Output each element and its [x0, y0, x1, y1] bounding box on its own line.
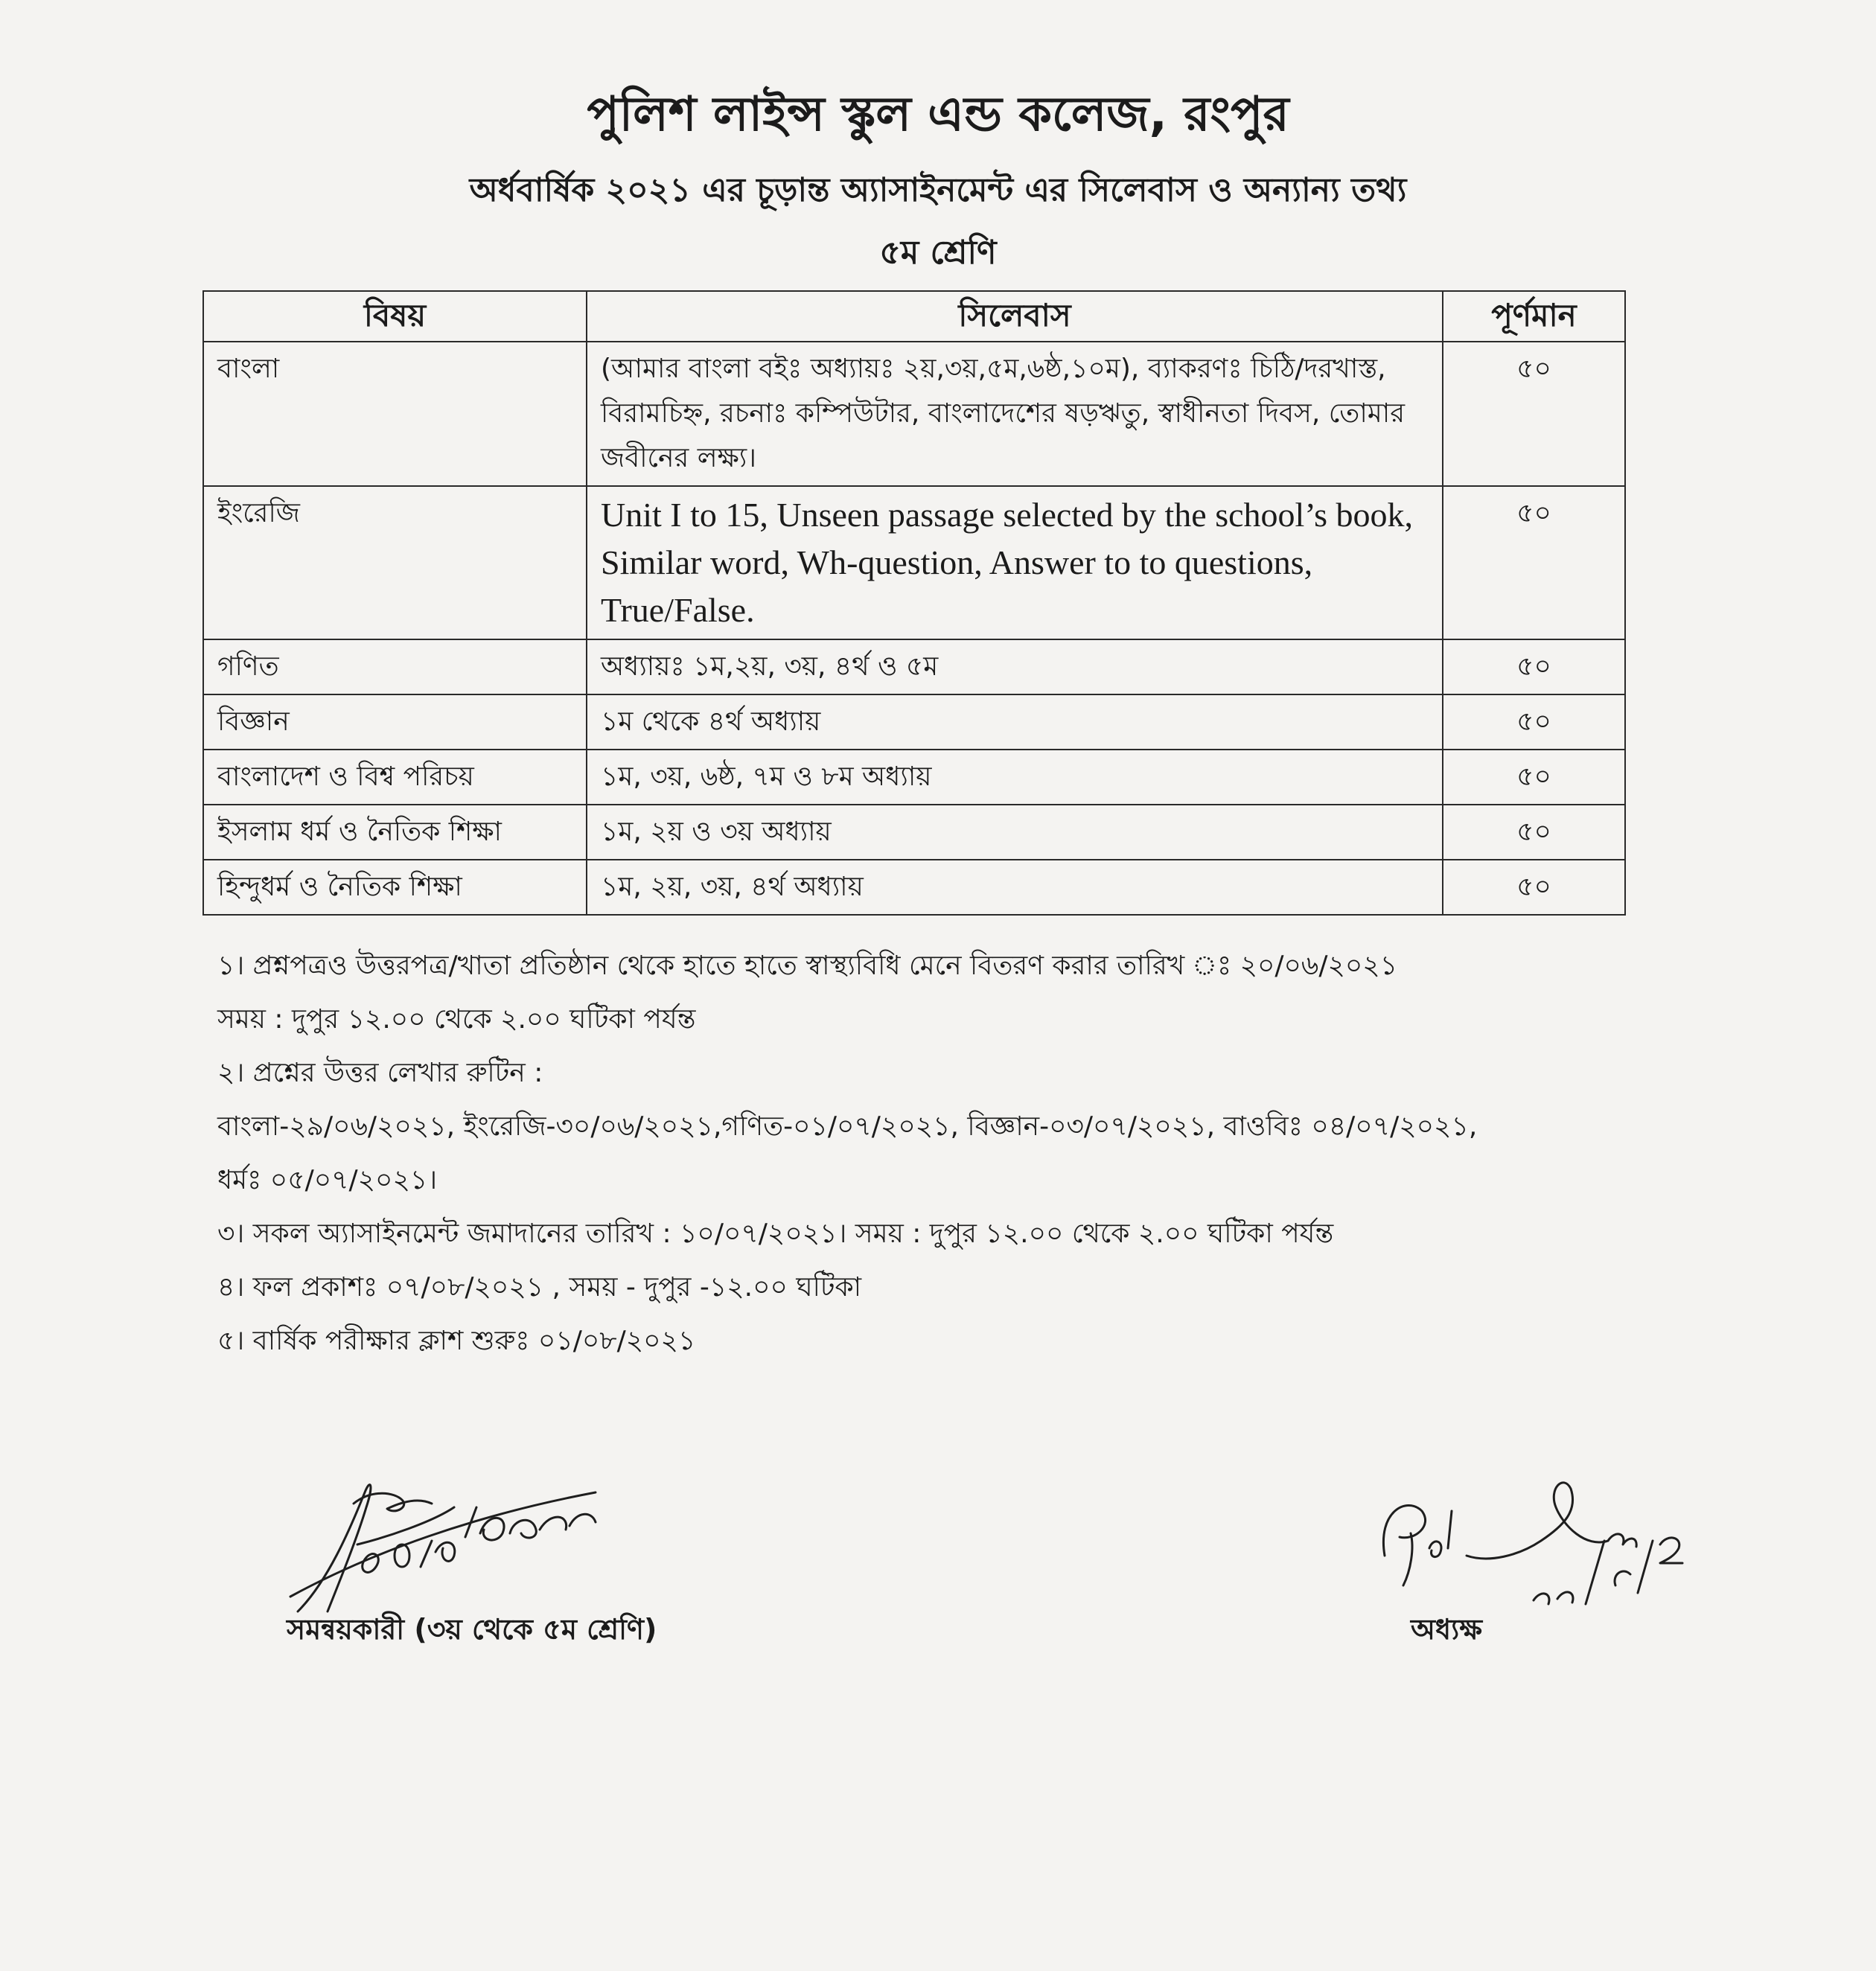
notes-section: [217, 939, 1706, 1368]
note-line: বাংলা-২৯/০৬/২০২১, ইংরেজি-৩০/০৬/২০২১,গণিত-০১/০৭/২০২১, বিজ্ঞান-০৩/০৭/২০২১, বাওবিঃ ০৪/০৭/২০২১,: [217, 1111, 1478, 1142]
syllabus-cell: অধ্যায়ঃ ১ম,২য়, ৩য়, ৪র্থ ও ৫ম: [587, 639, 1443, 694]
subject-cell: গণিত: [203, 639, 587, 694]
note-line: ধর্মঃ ০৫/০৭/২০২১।: [217, 1165, 438, 1195]
marks-cell: ৫০: [1443, 805, 1625, 860]
principal-label: অধ্যক্ষ: [1411, 1613, 1483, 1646]
subject-cell: বাংলা: [203, 342, 587, 486]
marks-cell: ৫০: [1443, 342, 1625, 486]
note-line: ২। প্রশ্নের উত্তর লেখার রুটিন :: [217, 1058, 543, 1088]
note-line: সময় : দুপুর ১২.০০ থেকে ২.০০ ঘটিকা পর্যন্ত: [217, 1004, 696, 1035]
header-syllabus: সিলেবাস: [587, 291, 1443, 342]
class-label: ৫ম শ্রেণি: [879, 234, 997, 272]
table-row: [203, 486, 1625, 639]
subject-cell: ইংরেজি: [203, 486, 587, 639]
marks-cell: ৫০: [1443, 750, 1625, 805]
marks-cell: ৫০: [1443, 639, 1625, 694]
table-row: [203, 342, 1625, 486]
table-header-row: [203, 291, 1625, 342]
table-row: [203, 639, 1625, 694]
subject-cell: ইসলাম ধর্ম ও নৈতিক শিক্ষা: [203, 805, 587, 860]
syllabus-cell: Unit I to 15, Unseen passage selected by the school’s book, Similar word, Wh-question, Answer to to questions, True/False.: [587, 486, 1443, 639]
table-row: [203, 860, 1625, 915]
syllabus-cell: (আমার বাংলা বইঃ অধ্যায়ঃ ২য়,৩য়,৫ম,৬ষ্ঠ,১০ম), ব্যাকরণঃ চিঠি/দরখাস্ত, বিরামচিহ্ন, রচনাঃ কম্পিউটার, বাংলাদেশের ষড়ঋতু, স্বাধীনতা দিবস, তোমার জবীনের লক্ষ্য।: [587, 342, 1443, 486]
note-line: ১। প্রশ্নপত্রও উত্তরপত্র/খাতা প্রতিষ্ঠান থেকে হাতে হাতে স্বাস্থ্যবিধি মেনে বিতরণ করার তারিখ ঃ ২০/০৬/২০২১: [217, 951, 1398, 981]
subject-cell: বাংলাদেশ ও বিশ্ব পরিচয়: [203, 750, 587, 805]
principal-signature: [1362, 1466, 1705, 1630]
table-row: [203, 750, 1625, 805]
syllabus-cell: ১ম থেকে ৪র্থ অধ্যায়: [587, 694, 1443, 750]
syllabus-table: [202, 290, 1626, 916]
syllabus-cell: ১ম, ২য়, ৩য়, ৪র্থ অধ্যায়: [587, 860, 1443, 915]
note-line: ৫। বার্ষিক পরীক্ষার ক্লাশ শুরুঃ ০১/০৮/২০২১: [217, 1326, 696, 1356]
subject-cell: হিন্দুধর্ম ও নৈতিক শিক্ষা: [203, 860, 587, 915]
document-subtitle: অর্ধবার্ষিক ২০২১ এর চূড়ান্ত অ্যাসাইনমেন্ট এর সিলেবাস ও অন্যান্য তথ্য: [469, 171, 1407, 209]
header-marks: পূর্ণমান: [1443, 291, 1625, 342]
note-line: ৪। ফল প্রকাশঃ ০৭/০৮/২০২১ , সময় - দুপুর -১২.০০ ঘটিকা: [217, 1272, 862, 1303]
marks-cell: ৫০: [1443, 694, 1625, 750]
school-name: পুলিশ লাইন্স স্কুল এন্ড কলেজ, রংপুর: [587, 87, 1289, 142]
syllabus-cell: ১ম, ২য় ও ৩য় অধ্যায়: [587, 805, 1443, 860]
marks-cell: ৫০: [1443, 486, 1625, 639]
coordinator-label: সমন্বয়কারী (৩য় থেকে ৫ম শ্রেণি): [287, 1613, 657, 1646]
table-row: [203, 805, 1625, 860]
header-subject: বিষয়: [203, 291, 587, 342]
subject-cell: বিজ্ঞান: [203, 694, 587, 750]
marks-cell: ৫০: [1443, 860, 1625, 915]
table-row: [203, 694, 1625, 750]
note-line: ৩। সকল অ্যাসাইনমেন্ট জমাদানের তারিখ : ১০/০৭/২০২১। সময় : দুপুর ১২.০০ থেকে ২.০০ ঘটিকা পর্যন্ত: [217, 1218, 1334, 1249]
syllabus-cell: ১ম, ৩য়, ৬ষ্ঠ, ৭ম ও ৮ম অধ্যায়: [587, 750, 1443, 805]
